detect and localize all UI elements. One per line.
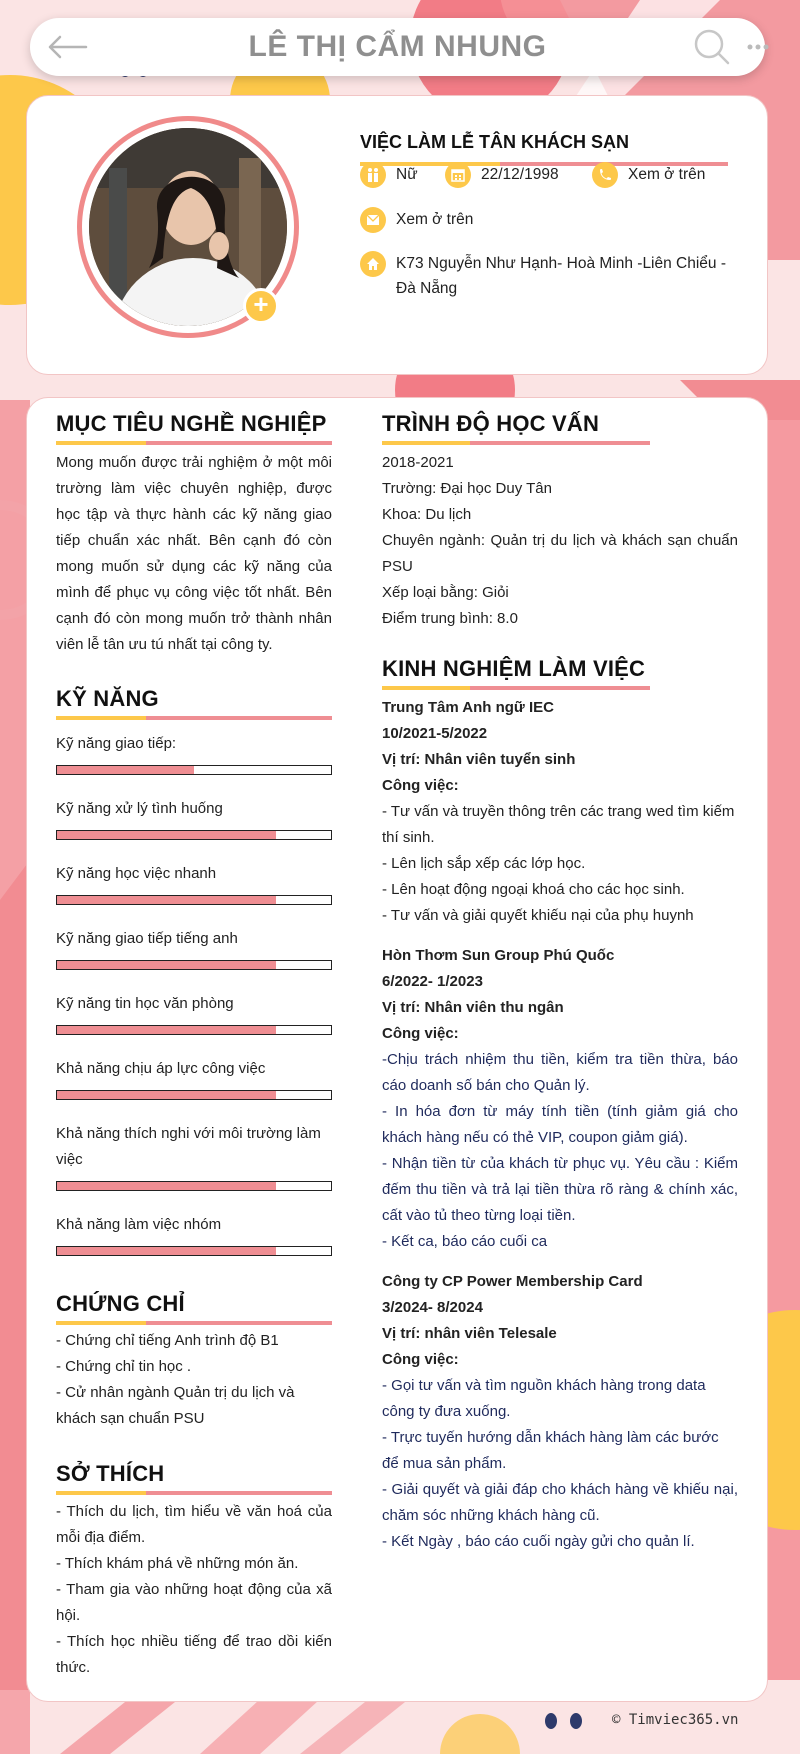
list-item: - Chứng chỉ tin học .: [56, 1358, 192, 1375]
skills-title: KỸ NĂNG: [56, 686, 159, 711]
job-entry: [382, 1269, 738, 1555]
list-item: - Thích khám phá về những món ăn.: [56, 1555, 299, 1572]
gender-field: [360, 162, 418, 188]
experience-title: KINH NGHIỆM LÀM VIỆC: [382, 656, 646, 681]
copyright: © Timviec365.vn: [612, 1712, 739, 1728]
phone-icon: [592, 162, 618, 188]
list-item: - Tham gia vào những hoạt động của xã hội.: [56, 1581, 332, 1624]
skill-bar: [56, 895, 332, 905]
address-field: [360, 251, 740, 301]
job-position: Vị trí: nhân viên Telesale: [382, 1325, 557, 1342]
phone-field: [592, 162, 705, 188]
skill-bar: [56, 1246, 332, 1256]
skill-label: Kỹ năng xử lý tình huống: [56, 800, 223, 817]
gender-icon: [360, 162, 386, 188]
objective-title: MỤC TIÊU NGHỀ NGHIỆP: [56, 411, 327, 436]
job-duty: - Tư vấn và giải quyết khiếu nại của phụ huynh: [382, 907, 694, 924]
job-period: 10/2021-5/2022: [382, 725, 488, 742]
skill-label: Kỹ năng tin học văn phòng: [56, 995, 234, 1012]
profile-card: [26, 95, 768, 375]
job-title: VIỆC LÀM LỄ TÂN KHÁCH SẠN: [360, 132, 629, 152]
job-duties-label: Công việc:: [382, 1351, 459, 1368]
list-item: - Cử nhân ngành Quản trị du lịch và khách sạn chuẩn PSU: [56, 1384, 295, 1427]
skill-label: Khả năng làm việc nhóm: [56, 1216, 222, 1233]
email-field: [360, 207, 473, 233]
skill-bar: [56, 1090, 332, 1100]
objective-text: Mong muốn được trải nghiệm ở một môi trường làm việc chuyên nghiệp, được học tập và thực hành các kỹ năng giao tiếp chuẩn xác nhất. Bên cạnh đó còn mong muốn sử dụng các kỹ năng của mình để phục vụ công việc tốt nhất. Bên cạnh đó còn mong muốn trở thành nhân viên lễ tân ưu tú nhất tại công ty.: [56, 454, 332, 653]
job-duty: - Kết ca, báo cáo cuối ca: [382, 1233, 548, 1250]
job-duties-label: Công việc:: [382, 1025, 459, 1042]
education-details: [382, 450, 738, 632]
skill-bar: [56, 1181, 332, 1191]
job-company: Trung Tâm Anh ngữ IEC: [382, 699, 554, 716]
job-duty: - In hóa đơn từ máy tính tiền (tính giảm giá cho khách hàng nếu có thẻ VIP, coupon giảm giá).: [382, 1103, 738, 1146]
skill-label: Kỹ năng học việc nhanh: [56, 865, 217, 882]
skill-bar: [56, 960, 332, 970]
job-duty: - Tư vấn và truyền thông trên các trang wed tìm kiếm thí sinh.: [382, 803, 735, 846]
objective-underline: [56, 441, 332, 445]
job-company: Công ty CP Power Membership Card: [382, 1273, 643, 1290]
education-faculty: Khoa: Du lịch: [382, 506, 472, 523]
skill-label: Kỹ năng giao tiếp:: [56, 735, 177, 752]
email-icon: [360, 207, 386, 233]
job-duty: -Chịu trách nhiệm thu tiền, kiểm tra tiền thừa, báo cáo doanh số bán cho Quản lý.: [382, 1051, 738, 1094]
add-photo-button[interactable]: +: [243, 288, 279, 324]
job-period: 3/2024- 8/2024: [382, 1299, 483, 1316]
header-bar: [30, 18, 765, 76]
skill-label: Khả năng chịu áp lực công việc: [56, 1060, 266, 1077]
job-duty: - Lên lịch sắp xếp các lớp học.: [382, 855, 586, 872]
job-duty: - Kết Ngày , báo cáo cuối ngày gửi cho quản lí.: [382, 1533, 695, 1550]
education-school: Trường: Đại học Duy Tân: [382, 480, 552, 497]
job-duty: - Giải quyết và giải đáp cho khách hàng về khiếu nại, chăm sóc những khách hàng cũ.: [382, 1481, 738, 1524]
gender-value: Nữ: [396, 166, 418, 183]
experience-list: [382, 695, 738, 1555]
job-entry: [382, 943, 738, 1255]
hobbies-underline: [56, 1491, 332, 1495]
footer-dots: [545, 1713, 595, 1734]
address-value: K73 Nguyễn Như Hạnh- Hoà Minh -Liên Chiểu - Đà Nẵng: [396, 255, 727, 297]
skill-bar: [56, 830, 332, 840]
birthday-field: [445, 162, 559, 188]
calendar-icon: [445, 162, 471, 188]
job-duty: - Gọi tư vấn và tìm nguồn khách hàng trong data công ty đưa xuống.: [382, 1377, 706, 1420]
certificates-list: [56, 1328, 332, 1432]
list-item: - Thích du lịch, tìm hiểu về văn hoá của mỗi địa điểm.: [56, 1503, 332, 1546]
job-duty: - Lên hoạt động ngoại khoá cho các học sinh.: [382, 881, 685, 898]
job-duties-label: Công việc:: [382, 777, 459, 794]
candidate-name: LÊ THỊ CẨM NHUNG: [248, 30, 547, 63]
job-duty: - Nhận tiền từ của khách từ phục vụ. Yêu cầu : Kiểm đếm thu tiền và trả lại tiền thừa rõ ràng & chính xác, cất vào tủ theo từng loại tiền.: [382, 1155, 738, 1224]
job-entry: [382, 695, 738, 929]
skills-underline: [56, 716, 332, 720]
phone-value: Xem ở trên: [628, 166, 706, 183]
email-value: Xem ở trên: [396, 211, 474, 228]
job-position: Vị trí: Nhân viên tuyển sinh: [382, 751, 576, 768]
skill-bar: [56, 765, 332, 775]
hobbies-title: SỞ THÍCH: [56, 1461, 165, 1486]
birthday-value: 22/12/1998: [481, 166, 559, 183]
job-position: Vị trí: Nhân viên thu ngân: [382, 999, 564, 1016]
education-gpa: Điểm trung bình: 8.0: [382, 610, 518, 627]
list-item: - Thích học nhiều tiếng để trao dồi kiến thức.: [56, 1633, 332, 1676]
education-grade: Xếp loại bằng: Giỏi: [382, 584, 509, 601]
skill-label: Kỹ năng giao tiếp tiếng anh: [56, 930, 238, 947]
certificates-title: CHỨNG CHỈ: [56, 1291, 185, 1316]
job-company: Hòn Thơm Sun Group Phú Quốc: [382, 947, 615, 964]
job-period: 6/2022- 1/2023: [382, 973, 483, 990]
education-title: TRÌNH ĐỘ HỌC VẤN: [382, 411, 600, 436]
skill-label: Khả năng thích nghi với môi trường làm việc: [56, 1125, 321, 1168]
education-underline: [382, 441, 650, 445]
certificates-underline: [56, 1321, 332, 1325]
list-item: - Chứng chỉ tiếng Anh trình độ B1: [56, 1332, 279, 1349]
job-duty: - Trực tuyến hướng dẫn khách hàng làm các bước để mua sản phẩm.: [382, 1429, 719, 1472]
hobbies-list: [56, 1499, 332, 1681]
search-icon[interactable]: [693, 28, 731, 66]
skill-bar: [56, 1025, 332, 1035]
home-icon: [360, 251, 386, 277]
more-options-icon[interactable]: [746, 40, 770, 54]
experience-underline: [382, 686, 650, 690]
education-period: 2018-2021: [382, 454, 454, 471]
education-major: Chuyên ngành: Quản trị du lịch và khách sạn chuẩn PSU: [382, 532, 738, 575]
resume-body: [26, 397, 768, 1702]
